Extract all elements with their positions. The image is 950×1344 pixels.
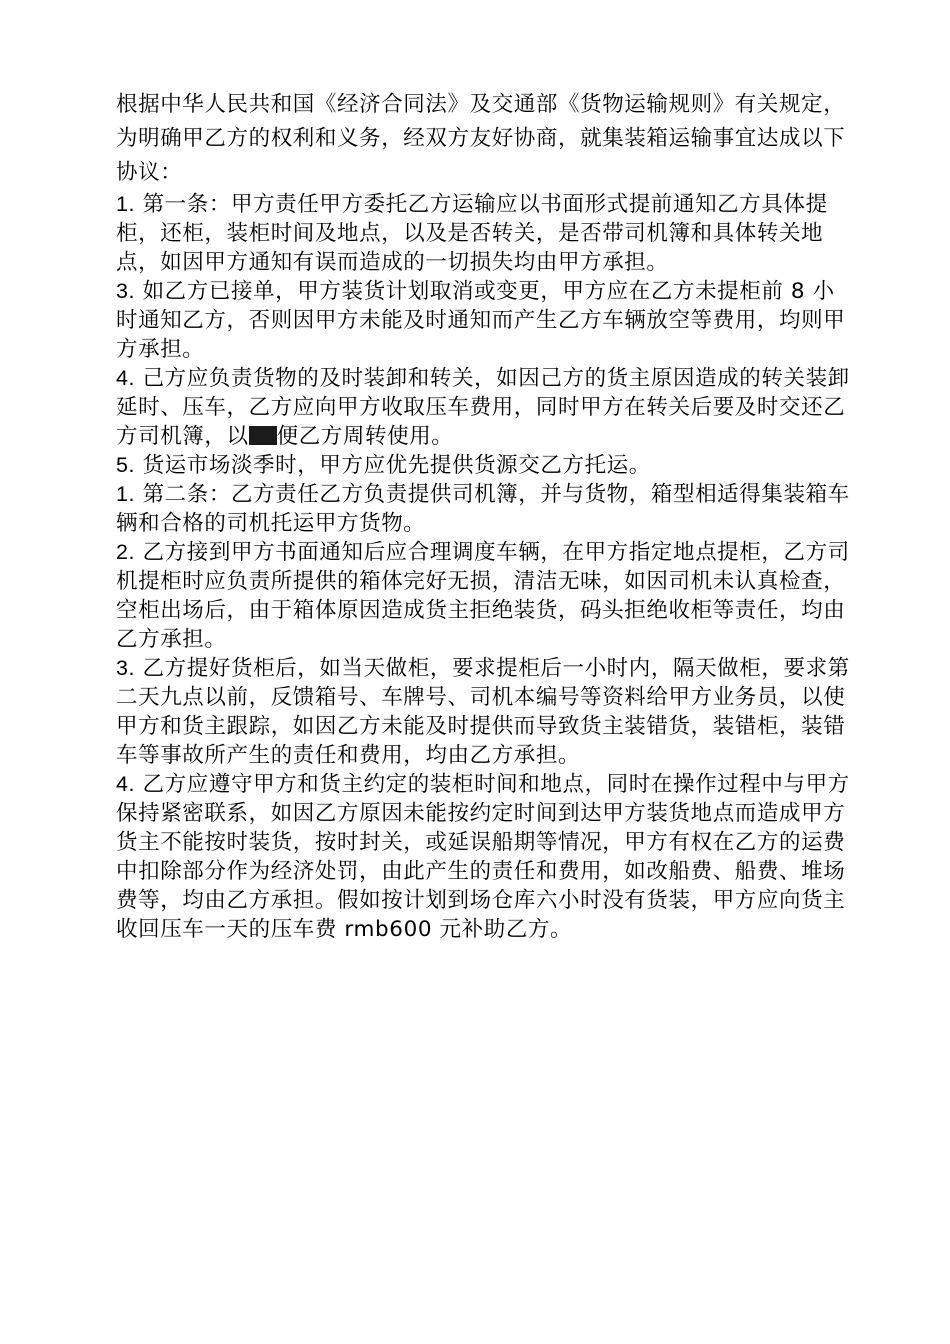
redaction-mark (249, 426, 277, 445)
clause-text-before: 己方应负责货物的及时装卸和转关，如因己方的货主原因造成的转关装卸延时、压车，乙方应向甲方收取压车费用，同时甲方在转关后要及时交还乙方司机簿，以 (116, 366, 850, 449)
clause-text: 第一条：甲方责任甲方委托乙方运输应以书面形式提前通知乙方具体提柜，还柜，装柜时间及地点，以及是否转关，是否带司机簿和具体转关地点，如因甲方通知有误而造成的一切损失均由甲方承担。 (116, 192, 828, 275)
clause-text: 货运市场淡季时，甲方应优先提供货源交乙方托运。 (142, 453, 651, 478)
clause-3-feedback (116, 654, 856, 770)
document-body (116, 88, 856, 944)
clause-text: 如乙方已接单，甲方装货计划取消或变更，甲方应在乙方未提柜前 8 小时通知乙方，否则因甲方未能及时通知而产生乙方车辆放空等费用，均则甲方承担。 (116, 279, 846, 362)
clause-5-off-season (116, 451, 856, 480)
clause-number: 2. (116, 540, 136, 564)
clause-4-schedule (116, 770, 856, 944)
clause-4-loading (116, 364, 856, 451)
clause-number: 3. (116, 279, 136, 303)
clause-text: 乙方提好货柜后，如当天做柜，要求提柜后一小时内，隔天做柜，要求第二天九点以前，反馈箱号、车牌号、司机本编号等资料给甲方业务员，以使甲方和货主跟踪，如因乙方未能及时提供而导致货主装错货，装错柜，装错车等事故所产生的责任和费用，均由乙方承担。 (116, 656, 850, 768)
clause-1-tenant-duty (116, 190, 856, 277)
clause-number: 1. (116, 192, 136, 216)
clause-2-dispatch (116, 538, 856, 654)
intro-paragraph: 根据中华人民共和国《经济合同法》及交通部《货物运输规则》有关规定，为明确甲乙方的权利和义务，经双方友好协商，就集装箱运输事宜达成以下协议： (116, 92, 846, 185)
clause-1-carrier-duty (116, 480, 856, 538)
clause-number: 1. (116, 482, 136, 506)
clause-number: 5. (116, 453, 136, 477)
clause-text: 乙方接到甲方书面通知后应合理调度车辆，在甲方指定地点提柜，乙方司机提柜时应负责所提供的箱体完好无损，清洁无味，如因司机未认真检查，空柜出场后，由于箱体原因造成货主拒绝装货，码头拒绝收柜等责任，均由乙方承担。 (116, 540, 850, 652)
clause-text-after: 便乙方周转使用。 (276, 424, 454, 449)
clause-text: 乙方应遵守甲方和货主约定的装柜时间和地点，同时在操作过程中与甲方保持紧密联系，如因乙方原因未能按约定时间到达甲方装货地点而造成甲方货主不能按时装货，按时封关，或延误船期等情况，甲方有权在乙方的运费中扣除部分作为经济处罚，由此产生的责任和费用，如改船费、船费、堆场费等，均由乙方承担。假如按计划到场仓库六小时没有货装，甲方应向货主收回压车一天的压车费 rmb600 元补助乙方。 (116, 772, 850, 942)
clause-number: 3. (116, 656, 136, 680)
clause-text: 第二条：乙方责任乙方负责提供司机簿，并与货物，箱型相适得集装箱车辆和合格的司机托运甲方货物。 (116, 482, 850, 536)
clause-number: 4. (116, 772, 136, 796)
clause-3-cancellation (116, 277, 856, 364)
clause-number: 4. (116, 366, 136, 390)
